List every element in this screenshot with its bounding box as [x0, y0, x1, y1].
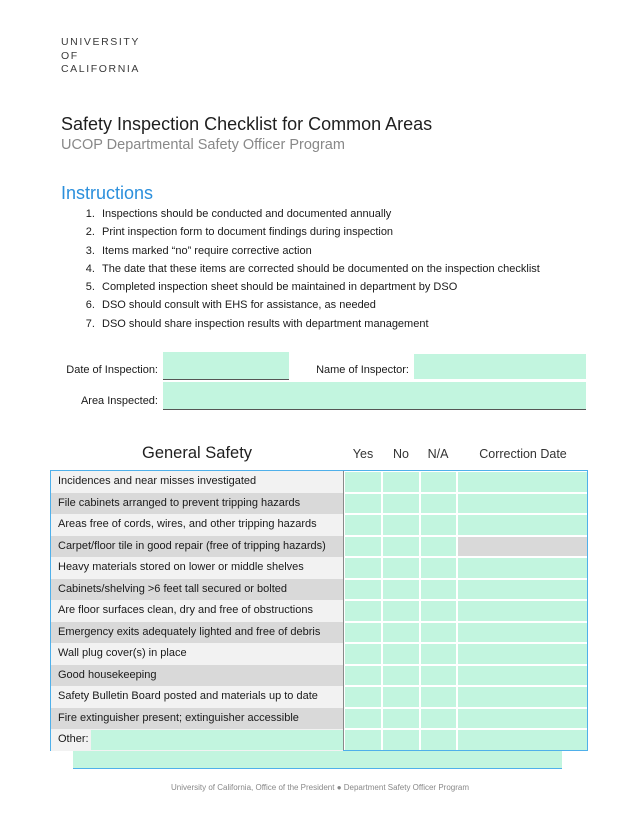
- na-cell[interactable]: [421, 558, 456, 578]
- area-field[interactable]: [163, 382, 586, 410]
- yes-cell[interactable]: [345, 601, 381, 621]
- yes-cell[interactable]: [345, 580, 381, 600]
- checklist-item: Wall plug cover(s) in place: [51, 643, 343, 665]
- page-footer: University of California, Office of the President ● Department Safety Officer Program: [171, 783, 469, 792]
- checklist-item: Carpet/floor tile in good repair (free of tripping hazards): [51, 536, 343, 558]
- checklist-item: Are floor surfaces clean, dry and free of obstructions: [51, 600, 343, 622]
- instruction-item: 1. Inspections should be conducted and documented annually: [98, 205, 640, 223]
- no-cell[interactable]: [383, 537, 419, 557]
- checklist-table: [50, 470, 588, 751]
- na-cell[interactable]: [421, 730, 456, 750]
- table-row: [51, 686, 587, 708]
- yes-column-header: Yes: [352, 447, 374, 461]
- na-cell[interactable]: [421, 494, 456, 514]
- na-cell[interactable]: [421, 537, 456, 557]
- checklist-item: Fire extinguisher present; extinguisher accessible: [51, 708, 343, 730]
- other-continuation-field[interactable]: [73, 751, 562, 769]
- no-cell[interactable]: [383, 623, 419, 643]
- yes-cell[interactable]: [345, 558, 381, 578]
- no-cell[interactable]: [383, 644, 419, 664]
- instructions-heading: Instructions: [61, 183, 154, 203]
- na-cell[interactable]: [421, 515, 456, 535]
- checklist-item: Incidences and near misses investigated: [51, 471, 343, 493]
- checklist-item: Heavy materials stored on lower or middle shelves: [51, 557, 343, 579]
- logo-line-1: UNIVERSITY: [61, 36, 141, 48]
- checklist-item: Safety Bulletin Board posted and materials up to date: [51, 686, 343, 708]
- checklist-item: Cabinets/shelving >6 feet tall secured or bolted: [51, 579, 343, 601]
- no-cell[interactable]: [383, 558, 419, 578]
- checklist-item: Areas free of cords, wires, and other tripping hazards: [51, 514, 343, 536]
- na-column-header: N/A: [427, 447, 449, 461]
- page-title: Safety Inspection Checklist for Common Areas: [61, 114, 433, 134]
- checklist-item: Good housekeeping: [51, 665, 343, 687]
- na-cell[interactable]: [421, 666, 456, 686]
- instruction-item: 5. Completed inspection sheet should be maintained in department by DSO: [98, 278, 640, 296]
- instruction-item: 4. The date that these items are corrected should be documented on the inspection checklist: [98, 260, 640, 278]
- correction-date-cell[interactable]: [458, 687, 587, 707]
- table-row: [51, 665, 587, 687]
- no-cell[interactable]: [383, 580, 419, 600]
- no-cell[interactable]: [383, 472, 419, 492]
- other-input[interactable]: [91, 730, 343, 750]
- yes-cell[interactable]: [345, 623, 381, 643]
- no-cell[interactable]: [383, 730, 419, 750]
- yes-cell[interactable]: [345, 730, 381, 750]
- yes-cell[interactable]: [345, 709, 381, 729]
- logo-line-3: CALIFORNIA: [61, 63, 141, 75]
- no-column-header: No: [393, 447, 409, 461]
- correction-date-cell[interactable]: [458, 494, 587, 514]
- correction-date-cell[interactable]: [458, 601, 587, 621]
- na-cell[interactable]: [421, 623, 456, 643]
- instruction-item: 7. DSO should share inspection results with department management: [98, 315, 640, 333]
- yes-cell[interactable]: [345, 666, 381, 686]
- table-row: [51, 622, 587, 644]
- na-cell[interactable]: [421, 709, 456, 729]
- yes-cell[interactable]: [345, 515, 381, 535]
- yes-cell[interactable]: [345, 537, 381, 557]
- checklist-item: File cabinets arranged to prevent tripping hazards: [51, 493, 343, 515]
- na-cell[interactable]: [421, 601, 456, 621]
- other-label: Other:: [51, 729, 343, 751]
- na-cell[interactable]: [421, 687, 456, 707]
- date-label: Date of Inspection:: [66, 364, 158, 376]
- no-cell[interactable]: [383, 666, 419, 686]
- table-row: [51, 643, 587, 665]
- uc-logo: [61, 36, 140, 77]
- correction-date-cell[interactable]: [458, 666, 587, 686]
- table-row: [51, 557, 587, 579]
- no-cell[interactable]: [383, 709, 419, 729]
- instruction-item: 6. DSO should consult with EHS for assistance, as needed: [98, 296, 640, 314]
- correction-date-cell[interactable]: [458, 644, 587, 664]
- na-cell[interactable]: [421, 644, 456, 664]
- correction-date-cell[interactable]: [458, 623, 587, 643]
- table-row: [51, 708, 587, 730]
- section-heading: General Safety: [142, 444, 253, 462]
- instructions-list: [61, 205, 640, 333]
- no-cell[interactable]: [383, 601, 419, 621]
- column-divider: [343, 471, 344, 750]
- correction-date-cell[interactable]: [458, 515, 587, 535]
- table-row: [51, 536, 587, 558]
- correction-date-cell[interactable]: [458, 537, 587, 557]
- table-row: [51, 514, 587, 536]
- yes-cell[interactable]: [345, 687, 381, 707]
- na-cell[interactable]: [421, 580, 456, 600]
- instruction-item: 2. Print inspection form to document findings during inspection: [98, 223, 640, 241]
- no-cell[interactable]: [383, 494, 419, 514]
- inspector-label: Name of Inspector:: [316, 364, 409, 376]
- correction-date-cell[interactable]: [458, 472, 587, 492]
- checklist-item: Emergency exits adequately lighted and free of debris: [51, 622, 343, 644]
- area-label: Area Inspected:: [80, 395, 158, 407]
- correction-date-cell[interactable]: [458, 730, 587, 750]
- yes-cell[interactable]: [345, 644, 381, 664]
- na-cell[interactable]: [421, 472, 456, 492]
- page-subtitle: UCOP Departmental Safety Officer Program: [61, 137, 345, 153]
- table-row: [51, 493, 587, 515]
- correction-date-column-header: Correction Date: [479, 447, 567, 461]
- inspector-field[interactable]: [414, 354, 586, 379]
- table-row: [51, 600, 587, 622]
- correction-date-cell[interactable]: [458, 580, 587, 600]
- date-field[interactable]: [163, 352, 289, 380]
- table-row: [51, 471, 587, 493]
- correction-date-cell[interactable]: [458, 558, 587, 578]
- table-row: [51, 579, 587, 601]
- yes-cell[interactable]: [345, 494, 381, 514]
- no-cell[interactable]: [383, 687, 419, 707]
- instruction-item: 3. Items marked “no” require corrective action: [98, 242, 640, 260]
- table-row-other: [51, 729, 587, 751]
- no-cell[interactable]: [383, 515, 419, 535]
- logo-line-2: OF: [61, 49, 79, 62]
- correction-date-cell[interactable]: [458, 709, 587, 729]
- yes-cell[interactable]: [345, 472, 381, 492]
